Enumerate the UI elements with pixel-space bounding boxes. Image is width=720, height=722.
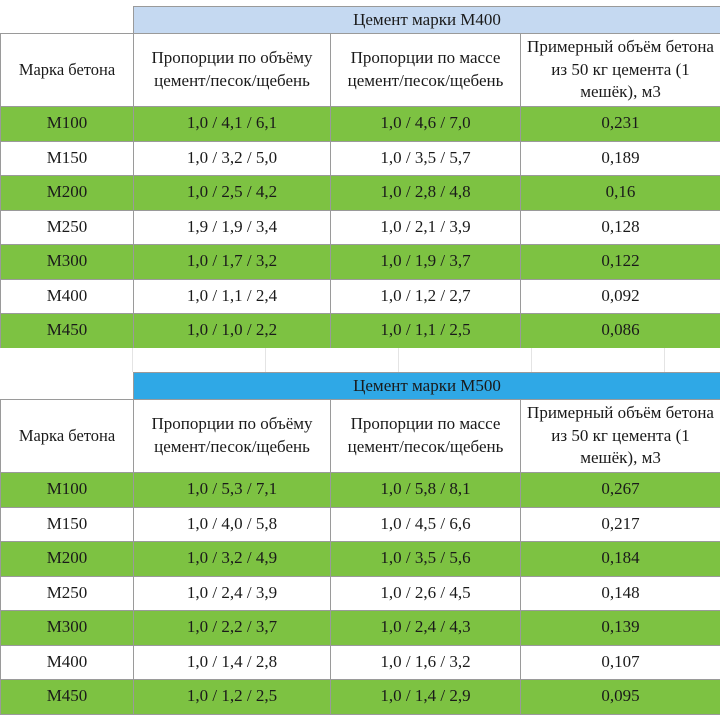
grade-cell: М450 xyxy=(1,680,134,715)
grade-cell: М300 xyxy=(1,245,134,280)
grade-cell: М250 xyxy=(1,576,134,611)
table-row xyxy=(1,542,720,577)
mass-proportion-cell: 1,0 / 2,6 / 4,5 xyxy=(331,576,521,611)
concrete-yield-cell: 0,16 xyxy=(521,176,720,211)
mass-proportion-cell: 1,0 / 2,4 / 4,3 xyxy=(331,611,521,646)
header-row xyxy=(1,400,720,473)
volume-proportion-cell: 1,0 / 2,4 / 3,9 xyxy=(134,576,331,611)
volume-proportion-cell: 1,0 / 1,4 / 2,8 xyxy=(134,645,331,680)
table-row xyxy=(1,107,720,142)
grade-cell: М450 xyxy=(1,314,134,349)
volume-proportion-cell: 1,0 / 1,1 / 2,4 xyxy=(134,279,331,314)
mass-proportion-cell: 1,0 / 2,1 / 3,9 xyxy=(331,210,521,245)
table-row xyxy=(1,245,720,280)
concrete-yield-cell: 0,267 xyxy=(521,473,720,508)
concrete-yield-cell: 0,092 xyxy=(521,279,720,314)
table-spacer xyxy=(0,348,720,372)
table-row xyxy=(1,611,720,646)
table-row xyxy=(1,314,720,349)
table-row xyxy=(1,279,720,314)
volume-proportion-cell: 1,0 / 5,3 / 7,1 xyxy=(134,473,331,508)
mass-proportion-cell: 1,0 / 1,9 / 3,7 xyxy=(331,245,521,280)
mass-proportion-cell: 1,0 / 1,2 / 2,7 xyxy=(331,279,521,314)
header-row xyxy=(1,34,720,107)
mass-proportion-cell: 1,0 / 1,1 / 2,5 xyxy=(331,314,521,349)
mass-proportion-cell: 1,0 / 3,5 / 5,6 xyxy=(331,542,521,577)
table-row xyxy=(1,473,720,508)
title-row xyxy=(1,373,720,400)
table-row xyxy=(1,176,720,211)
volume-proportion-cell: 1,0 / 4,0 / 5,8 xyxy=(134,507,331,542)
blank-corner-cell xyxy=(1,7,134,34)
mass-proportion-cell: 1,0 / 1,6 / 3,2 xyxy=(331,645,521,680)
concrete-yield-cell: 0,217 xyxy=(521,507,720,542)
header-mass-proportions: Пропорции по массе цемент/песок/щебень xyxy=(331,400,521,473)
concrete-yield-cell: 0,189 xyxy=(521,141,720,176)
header-volume-proportions: Пропорции по объёму цемент/песок/щебень xyxy=(134,34,331,107)
concrete-yield-cell: 0,086 xyxy=(521,314,720,349)
table-row xyxy=(1,141,720,176)
table-row xyxy=(1,680,720,715)
cement-m500-table xyxy=(0,372,720,715)
volume-proportion-cell: 1,9 / 1,9 / 3,4 xyxy=(134,210,331,245)
grade-cell: М150 xyxy=(1,507,134,542)
grade-cell: М400 xyxy=(1,279,134,314)
mass-proportion-cell: 1,0 / 1,4 / 2,9 xyxy=(331,680,521,715)
grade-cell: М100 xyxy=(1,473,134,508)
mass-proportion-cell: 1,0 / 2,8 / 4,8 xyxy=(331,176,521,211)
volume-proportion-cell: 1,0 / 1,2 / 2,5 xyxy=(134,680,331,715)
concrete-yield-cell: 0,139 xyxy=(521,611,720,646)
cement-m500-table-body xyxy=(1,373,720,715)
title-row xyxy=(1,7,720,34)
grade-cell: М100 xyxy=(1,107,134,142)
concrete-yield-cell: 0,231 xyxy=(521,107,720,142)
concrete-yield-cell: 0,122 xyxy=(521,245,720,280)
grade-cell: М400 xyxy=(1,645,134,680)
concrete-yield-cell: 0,095 xyxy=(521,680,720,715)
mass-proportion-cell: 1,0 / 4,6 / 7,0 xyxy=(331,107,521,142)
volume-proportion-cell: 1,0 / 2,5 / 4,2 xyxy=(134,176,331,211)
mass-proportion-cell: 1,0 / 4,5 / 6,6 xyxy=(331,507,521,542)
concrete-yield-cell: 0,128 xyxy=(521,210,720,245)
mass-proportion-cell: 1,0 / 5,8 / 8,1 xyxy=(331,473,521,508)
grade-cell: М200 xyxy=(1,176,134,211)
blank-corner-cell xyxy=(1,373,134,400)
mass-proportion-cell: 1,0 / 3,5 / 5,7 xyxy=(331,141,521,176)
cement-title: Цемент марки М500 xyxy=(134,373,720,400)
header-concrete-yield: Примерный объём бетона из 50 кг цемента (1 мешёк), м3 xyxy=(521,400,720,473)
grade-cell: М300 xyxy=(1,611,134,646)
cement-m400-table-body xyxy=(1,7,720,349)
header-grade: Марка бетона xyxy=(1,400,134,473)
grade-cell: М150 xyxy=(1,141,134,176)
volume-proportion-cell: 1,0 / 2,2 / 3,7 xyxy=(134,611,331,646)
cement-m400-table xyxy=(0,6,720,349)
table-row xyxy=(1,507,720,542)
volume-proportion-cell: 1,0 / 1,7 / 3,2 xyxy=(134,245,331,280)
concrete-yield-cell: 0,148 xyxy=(521,576,720,611)
concrete-yield-cell: 0,107 xyxy=(521,645,720,680)
header-volume-proportions: Пропорции по объёму цемент/песок/щебень xyxy=(134,400,331,473)
table-row xyxy=(1,576,720,611)
volume-proportion-cell: 1,0 / 3,2 / 4,9 xyxy=(134,542,331,577)
volume-proportion-cell: 1,0 / 1,0 / 2,2 xyxy=(134,314,331,349)
header-concrete-yield: Примерный объём бетона из 50 кг цемента (1 мешёк), м3 xyxy=(521,34,720,107)
header-grade: Марка бетона xyxy=(1,34,134,107)
table-row xyxy=(1,645,720,680)
cement-title: Цемент марки М400 xyxy=(134,7,720,34)
table-row xyxy=(1,210,720,245)
header-mass-proportions: Пропорции по массе цемент/песок/щебень xyxy=(331,34,521,107)
volume-proportion-cell: 1,0 / 3,2 / 5,0 xyxy=(134,141,331,176)
grade-cell: М250 xyxy=(1,210,134,245)
grade-cell: М200 xyxy=(1,542,134,577)
volume-proportion-cell: 1,0 / 4,1 / 6,1 xyxy=(134,107,331,142)
concrete-yield-cell: 0,184 xyxy=(521,542,720,577)
